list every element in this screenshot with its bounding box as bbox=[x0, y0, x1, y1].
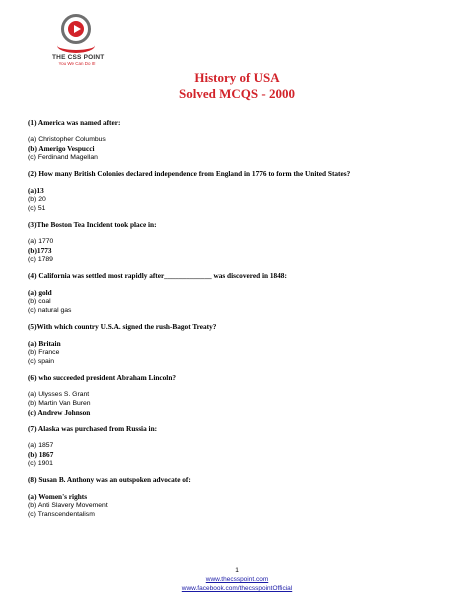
title-line-2: Solved MCQS - 2000 bbox=[179, 86, 295, 101]
answer-option-correct: (a)13 bbox=[28, 186, 44, 195]
website-link[interactable]: www.thecsspoint.com bbox=[205, 576, 269, 583]
question-block bbox=[28, 169, 458, 220]
answer-option: (c) 51 bbox=[28, 205, 46, 212]
answer-option: (b) Anti Slavery Movement bbox=[28, 502, 108, 509]
page-footer bbox=[0, 566, 474, 593]
answer-option: (c) spain bbox=[28, 358, 55, 365]
answer-option: (c) natural gas bbox=[28, 307, 72, 314]
question-text: (8) Susan B. Anthony was an outspoken advocate of: bbox=[28, 475, 191, 484]
answer-option: (c) Ferdinand Magellan bbox=[28, 154, 98, 161]
question-block bbox=[28, 118, 458, 169]
question-block bbox=[28, 373, 458, 424]
answer-option: (c) 1789 bbox=[28, 256, 53, 263]
logo-mark-icon bbox=[57, 12, 97, 52]
answer-option: (b) Martin Van Buren bbox=[28, 400, 91, 407]
question-text: (1) America was named after: bbox=[28, 118, 121, 127]
question-block bbox=[28, 322, 458, 373]
question-text: (4) California was settled most rapidly after_____________ was discovered in 1848: bbox=[28, 271, 287, 280]
answer-option-correct: (a) Britain bbox=[28, 339, 61, 348]
question-text: (2) How many British Colonies declared independence from England in 1776 to form the United States? bbox=[28, 169, 351, 178]
title-line-1: History of USA bbox=[194, 70, 280, 85]
question-block bbox=[28, 220, 458, 271]
answer-option: (b) 20 bbox=[28, 196, 46, 203]
logo-tagline: You We Can Do It! bbox=[58, 61, 96, 66]
question-text: (5)With which country U.S.A. signed the rush-Bagot Treaty? bbox=[28, 322, 217, 331]
facebook-link[interactable]: www.facebook.com/thecsspointOfficial bbox=[181, 585, 293, 592]
question-block bbox=[28, 424, 458, 475]
answer-option: (b) coal bbox=[28, 298, 51, 305]
answer-option-correct: (c) Andrew Johnson bbox=[28, 408, 91, 417]
answer-option: (a) 1770 bbox=[28, 238, 54, 245]
site-logo bbox=[52, 12, 105, 66]
question-block bbox=[28, 271, 458, 322]
question-text: (6) who succeeded president Abraham Lincoln? bbox=[28, 373, 177, 382]
answer-option: (a) Christopher Columbus bbox=[28, 136, 106, 143]
answer-option-correct: (b)1773 bbox=[28, 246, 52, 255]
answer-option: (c) 1901 bbox=[28, 460, 53, 467]
mcq-list bbox=[28, 118, 458, 526]
question-block bbox=[28, 475, 458, 526]
answer-option-correct: (b) Amerigo Vespucci bbox=[28, 144, 95, 153]
page-number: 1 bbox=[235, 567, 239, 574]
answer-option-correct: (a) gold bbox=[28, 288, 52, 297]
answer-option: (a) Ulysses S. Grant bbox=[28, 391, 90, 398]
answer-option-correct: (a) Women's rights bbox=[28, 492, 88, 501]
answer-option: (a) 1857 bbox=[28, 442, 54, 449]
answer-option: (b) France bbox=[28, 349, 60, 356]
logo-name: THE CSS POINT bbox=[52, 54, 105, 61]
document-title bbox=[0, 70, 474, 102]
answer-option-correct: (b) 1867 bbox=[28, 450, 54, 459]
answer-option: (c) Transcendentalism bbox=[28, 511, 95, 518]
question-text: (7) Alaska was purchased from Russia in: bbox=[28, 424, 158, 433]
question-text: (3)The Boston Tea Incident took place in: bbox=[28, 220, 157, 229]
